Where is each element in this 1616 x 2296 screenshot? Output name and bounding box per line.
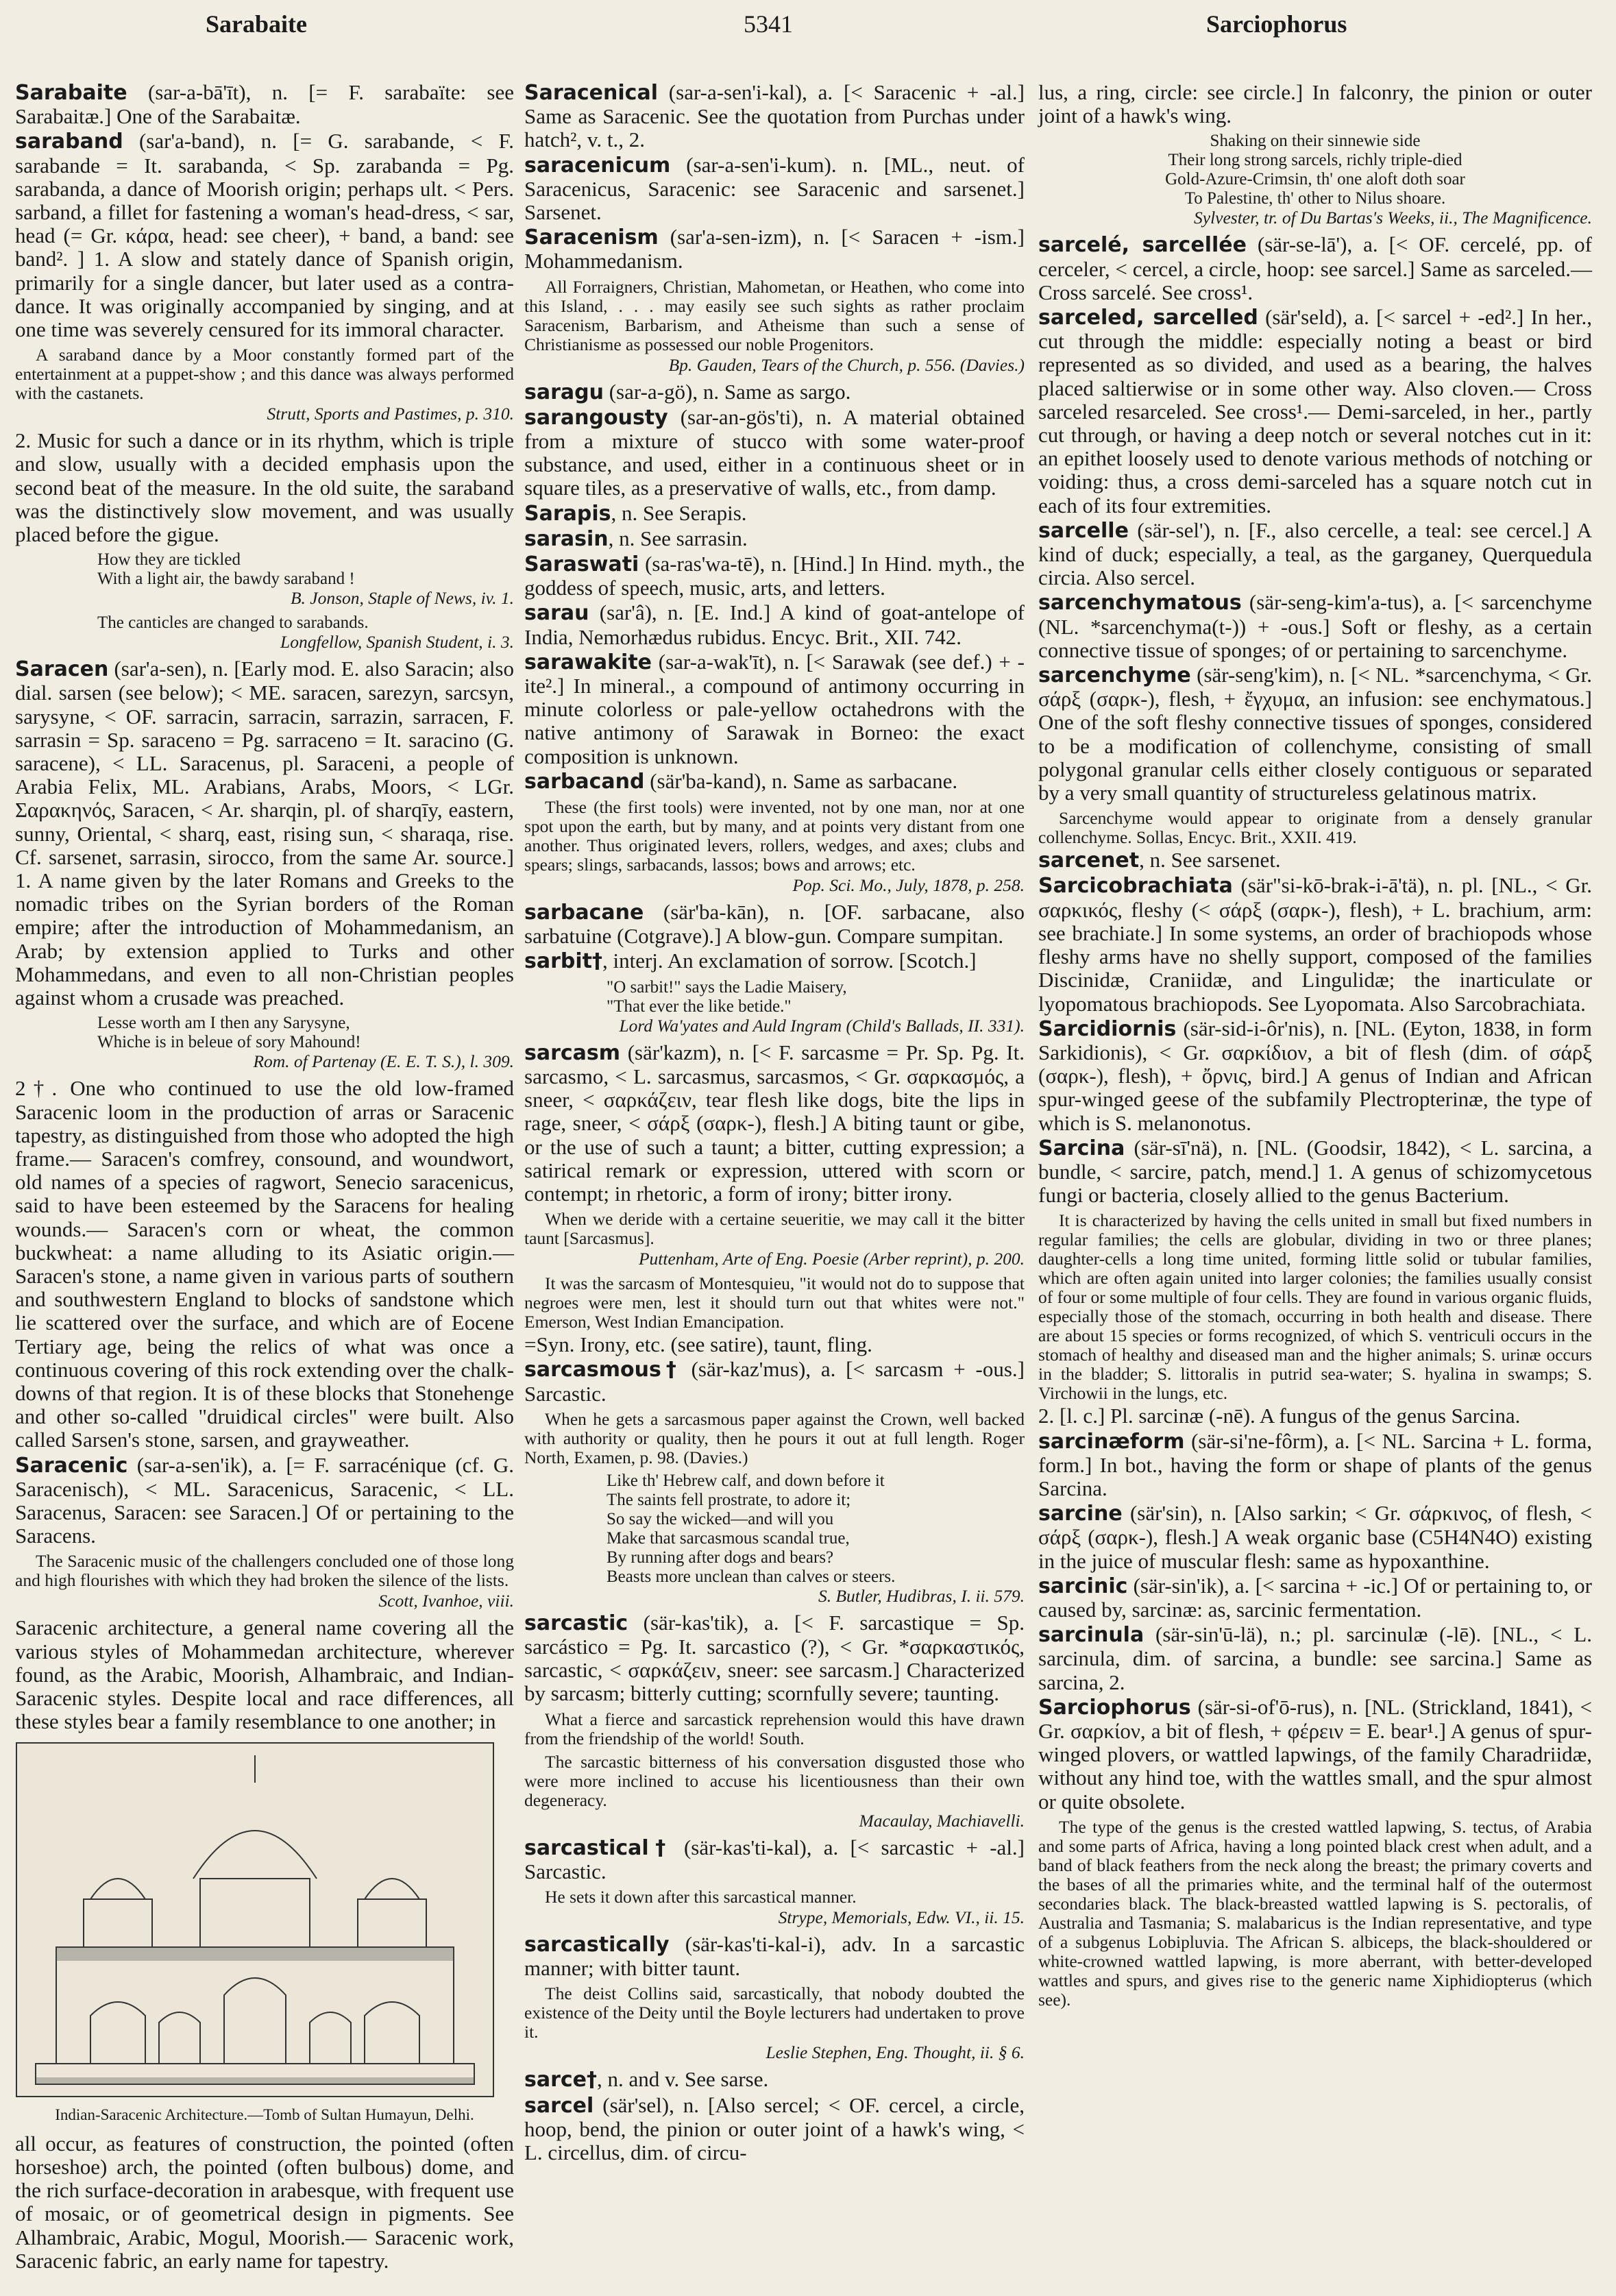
dictionary-entry (1038, 1430, 1592, 1501)
citation-source: Bp. Gauden, Tears of the Church, p. 556. (Davies.) (668, 354, 1025, 375)
citation-quote: Sarcenchyme would appear to originate from a densely granular collenchyme. Sollas, Encyc. Brit., XXII. 419. (1038, 808, 1592, 848)
entry-definition: (sär'kazm), n. [< F. sarcasme = Pr. Sp. Pg. It. sarcasmo, < L. sarcasmus, sarcasmos, < Gr. σαρκασμός, a sneer, < σαρκάζειν, tear flesh like dogs, bite the lips in rage, sneer, < σάρξ (σαρκ-), flesh.] A biting taunt or gibe, or the use of such a taunt; a bitter, cutting expression; a satirical remark or expression, uttered with scorn or contempt; in rhetoric, a form of irony; bitter irony. (524, 1040, 1025, 1206)
entry-definition: , interj. An exclamation of sorrow. [Scotch.] (602, 949, 977, 973)
dictionary-entry (524, 1836, 1025, 1883)
dictionary-entry (1038, 1017, 1592, 1135)
running-head-left: Sarabaite (206, 10, 307, 38)
citation-quote: It is characterized by having the cells united in small but fixed numbers in regular families; the cells are globular, dividing in two or three planes; daughter-cells a long time united, forming little solid or tubular families, which are often again united into larger colonies; the families usually consist of four or some multiple of four cells. They are found in various organic fluids, especially those of the stomach, occurring in both health and disease. There are about 15 species or forms recognized, of which S. ventriculi occurs in the stomach of healthy and diseased man and the higher animals; S. urinæ occurs in the bladder; S. littoralis in putrid sea-water; S. hyalina in swamps; S. Virchowii in the lungs, etc. (1038, 1210, 1592, 1404)
entry-definition: (sär'sel), n. [Also sercel; < OF. cercel, a circle, hoop, bend, the pinion or outer joint of a hawk's wing, < L. circellus, dim. of circu- (524, 2092, 1025, 2164)
entry-headword: sarcastic (524, 1611, 628, 1635)
entry-headword: Sarcidiornis (1038, 1016, 1177, 1041)
entry-definition: , n. See Serapis. (611, 500, 747, 525)
entry-definition: (sär-sid-i-ôr'nis), n. [NL. (Eyton, 1838, in form Sarkidionis), < Gr. σαρκίδιον, a bit of flesh (dim. of σάρξ (σαρκ-), flesh), + ὄρνις, bird.] A genus of Indian and African spur-winged geese of the subfamily Plectropterinæ, the type of which is S. melanonotus. (1038, 1016, 1592, 1135)
dictionary-entry (1038, 663, 1592, 805)
entry-headword: Sarabaite (15, 81, 127, 105)
entry-definition: (sär-sel'), n. [F., also cercelle, a teal: see cercel.] A kind of duck; especially, a teal, as the garganey, Querquedula circia. Also sercel. (1038, 517, 1592, 590)
entry-definition: (sär-seng'kim), n. [< NL. *sarcenchyma, < Gr. σάρξ (σαρκ-), flesh, + ἔγχυμα, an infusion: see enchymatous.] One of the soft fleshy connective tissues of sponges, considered to be a modification of collenchyme, consisting of small polygonal granular cells either closely contiguous or separated by a very small quantity of structureless gelatinous matrix. (1038, 663, 1592, 805)
entry-definition: (sar-an-gös'ti), n. A material obtained from a mixture of stucco with some water-proof substance, and used, either in a continuous sheet or in square tiles, as a preservative of walls, etc., from damp. (524, 404, 1025, 500)
citation-source: Strype, Memorials, Edw. VI., ii. 15. (778, 1907, 1025, 1927)
entry-headword: sarcinic (1038, 1574, 1128, 1598)
entry-text: all occur, as features of construction, the pointed (often horseshoe) arch, the pointed (often bulbous) dome, and the rich surface-decoration in arabesque, with frequent use of mosaic, or of geometrical design in pigments. See Alhambraic, Arabic, Mogul, Moorish.— Saracenic work, Saracenic fabric, an early name for tapestry. (15, 2131, 514, 2273)
dictionary-entry (524, 154, 1025, 225)
entry-headword: Sarcicobrachiata (1038, 874, 1233, 899)
dictionary-entry (524, 2068, 1025, 2092)
tomb-illustration (15, 1742, 495, 2098)
entry-headword: sarcasm (524, 1040, 621, 1065)
dictionary-entry (1038, 233, 1592, 304)
dictionary-entry (524, 2094, 1025, 2165)
entry-definition: (sar-a-sen'i-kal), a. [< Saracenic + -al.] Same as Saracenic. See the quotation from Purchas under hatch², v. t., 2. (524, 80, 1025, 152)
citation-quote: When he gets a sarcasmous paper against the Crown, well backed with authority or quality, then he pours it out at full length. Roger North, Examen, p. 98. (Davies.) (524, 1408, 1025, 1467)
column-left (15, 81, 514, 2274)
column-right (1038, 81, 1592, 2011)
verse-quote: Lesse worth am I then any Sarysyne, Whiche is in beleue of sory Mahound! (97, 1014, 361, 1052)
entry-headword: sarcel (524, 2093, 594, 2118)
dictionary-entry (1038, 591, 1592, 662)
citation-source: Rom. of Partenay (E. E. T. S.), l. 309. (253, 1051, 514, 1072)
entry-definition: (sär'ba-kān), n. [OF. sarbacane, also sarbatuine (Cotgrave).] A blow-gun. Compare sumpitan. (524, 900, 1025, 949)
entry-definition: (sär-kas'tik), a. [< F. sarcastique = Sp. sarcástico = Pg. It. sarcastico (?), < Gr. *σαρκαστικός, sarcastic, < σαρκάζειν, sneer: see sarcasm.] Characterized by sarcasm; bitterly cutting; scornfully severe; taunting. (524, 1610, 1025, 1706)
entry-headword: Saracen (15, 657, 109, 682)
dictionary-entry (524, 1611, 1025, 1706)
dictionary-entry (15, 81, 514, 128)
entry-definition: (sär-sin'ik), a. [< sarcina + -ic.] Of or pertaining to, or caused by, sarcinæ: as, sarcinic fermentation. (1038, 1573, 1592, 1622)
dictionary-entry (524, 502, 1025, 526)
entry-headword: Sarcina (1038, 1136, 1125, 1160)
dictionary-entry (1038, 306, 1592, 517)
citation-quote: It was the sarcasm of Montesquieu, "it would not do to suppose that negroes were men, lest it should turn out that whites were not." Emerson, West Indian Emancipation. (524, 1273, 1025, 1332)
citation-quote: The type of the genus is the crested wattled lapwing, S. tectus, of Arabia and some parts of Africa, having a long pointed black crest when adult, and a band of black feathers from the neck along the breast; the primary coverts and the bases of all the primaries white, and the terminal half of the outermost secondaries black. The black-breasted wattled lapwing is S. pectoralis, of Australia and Tasmania; S. malabaricus is the Indian representative, and type of a subgenus Lobipluvia. The African S. albiceps, the black-shouldered or white-crowned wattled lapwing, is more aberrant, with better-developed wattles and spurs, and gives rise to the generic name Xiphidiopterus (which see). (1038, 1816, 1592, 2010)
dictionary-entry (1038, 519, 1592, 590)
entry-headword: sarasin (524, 526, 609, 551)
entry-definition: , n. and v. See sarse. (597, 2067, 769, 2092)
citation-quote: A saraband dance by a Moor constantly formed part of the entertainment at a puppet-show ; and this dance was always performed with the castanets. (15, 345, 514, 404)
dictionary-entry (1038, 1623, 1592, 1694)
entry-definition: (sar-a-gö), n. Same as sargo. (603, 379, 851, 404)
entry-headword: Sarciophorus (1038, 1695, 1191, 1720)
dictionary-entry (524, 601, 1025, 648)
entry-definition: (sär'seld), a. [< sarcel + -ed².] In her., cut through the middle: especially noting a beast or bird represented as so divided, and used as a bearing, the halves placed saltierwise or in some other way. Also cloven.— Cross sarceled resarceled. See cross¹.— Demi-sarceled, in her., partly cut through, or having a deep notch or several notches cut in it: an epithet loosely used to denote various methods of notching or voiding: thus, a cross demi-sarceled has a square notch cut in each of its four extremities. (1038, 305, 1592, 517)
dictionary-entry (524, 770, 1025, 794)
citation-quote: When we deride with a certaine seueritie, we may call it the bitter taunt [Sarcasmus]. (524, 1209, 1025, 1249)
entry-definition: (sär-si-of'ō-rus), n. [NL. (Strickland, 1841), < Gr. σαρκίον, a bit of flesh, + φέρειν = E. bear¹.] A genus of spur-winged plovers, or wattled lapwings, of the family Charadriidæ, without any hind toe, with the wattles small, and the spur almost or quite obsolete. (1038, 1694, 1592, 1813)
entry-headword: sarcenchyme (1038, 663, 1191, 688)
dictionary-entry (524, 380, 1025, 404)
entry-text: 2. Music for such a dance or in its rhythm, which is triple and slow, usually with a decided emphasis upon the second beat of the measure. In the old suite, the saraband was the distinctively slow movement, and was usually placed before the gigue. (15, 428, 514, 547)
dictionary-entry (1038, 874, 1592, 1015)
entry-definition: (sär"si-kō-brak-i-ā'tä), n. pl. [NL., < Gr. σαρκικός, fleshy (< σάρξ (σαρκ-), flesh), + L. brachium, arm: see brachiate.] In some systems, an order of brachiopods whose fleshy arms have no shelly support, composed of the families Discinidæ, Craniidæ, and Lingulidæ; the inarticulate or lyopomatous brachiopods. See Lyopomata. Also Sarcobrachiata. (1038, 873, 1592, 1016)
entry-definition: (sär-sin'ū-lä), n.; pl. sarcinulæ (-lē). [NL., < L. sarcinula, dim. of sarcina, a bundle: see sarcina.] Same as sarcina, 2. (1038, 1622, 1592, 1694)
entry-text: Saracenic architecture, a general name covering all the various styles of Mohammedan architecture, wherever found, as the Arabic, Moorish, Alhambraic, and Indian-Saracenic styles. Despite local and race differences, all these styles bear a family resemblance to one another; in (15, 1615, 514, 1734)
dictionary-entry (1038, 848, 1592, 872)
entry-headword: sarau (524, 601, 589, 626)
entry-headword: sarce† (524, 2068, 598, 2092)
citation-source: Leslie Stephen, Eng. Thought, ii. § 6. (766, 2042, 1025, 2063)
citation-source: Puttenham, Arte of Eng. Poesie (Arber reprint), p. 200. (638, 1249, 1025, 1269)
citation-quote: The Saracenic music of the challengers concluded one of those long and high flourishes with which they had broken the silence of the lists. (15, 1551, 514, 1591)
entry-headword: saraband (15, 130, 123, 154)
entry-headword: Saraswati (524, 552, 639, 577)
entry-headword: Saracenism (524, 225, 659, 250)
entry-definition: (sar'a-sen), n. [Early mod. E. also Saracin; also dial. sarsen (see below); < ME. saracen, sarezyn, sarcsyn, sarysyne, < OF. sarracin, sarracin, sarrazin, sarracen, F. sarrasin = Sp. saraceno = Pg. sarraceno = It. saracino (G. saracene), < LL. Saracenus, pl. Saraceni, a people of Arabia Felix, ML. Arabians, Arabs, Moors, < LGr. Σαρακηνός, Saracen, < Ar. sharqin, pl. of sharqīy, eastern, sunny, Oriental, < sharq, east, rising sun, < sharaqa, rise. Cf. sarsenet, sarrasin, sirocco, from the same Ar. source.] 1. A name given by the later Romans and Greeks to the nomadic tribes on the Syrian borders of the Roman empire; after the introduction of Mohammedanism, an Arab; by extension applied to Turks and other Mohammedans, and even to all non-Christian peoples against whom a crusade was preached. (15, 657, 514, 1010)
entry-headword: sarcenchymatous (1038, 591, 1242, 615)
entry-headword: Saracenic (15, 1453, 128, 1478)
dictionary-entry (524, 225, 1025, 273)
dictionary-entry (524, 1358, 1025, 1405)
entry-headword: sarcine (1038, 1502, 1123, 1526)
citation-source: B. Jonson, Staple of News, iv. 1. (290, 588, 514, 609)
entry-definition: (sär-kas'ti-kal-i), adv. In a sarcastic manner; with bitter taunt. (524, 1931, 1025, 1981)
dictionary-entry (1038, 1574, 1592, 1622)
entry-definition: (sär'sin), n. [Also sarkin; < Gr. σάρκινος, of flesh, < σάρξ (σαρκ-), flesh.] A weak organic base (C5H4N4O) existing in the juice of muscular flesh: same as hypoxanthine. (1038, 1501, 1592, 1573)
figure-caption: Indian-Saracenic Architecture.—Tomb of Sultan Humayun, Delhi. (55, 2105, 474, 2123)
citation-source: S. Butler, Hudibras, I. ii. 579. (818, 1585, 1025, 1606)
dictionary-entry (524, 1041, 1025, 1206)
citation-quote: All Forraigners, Christian, Mahometan, or Heathen, who come into this Island, . . . may easily see such sights as rather proclaim Saracenism, Barbarism, and Atheisme than such a sense of Christianisme as possessed our noble Progenitors. (524, 276, 1025, 354)
dictionary-entry (524, 650, 1025, 768)
dictionary-entry (524, 527, 1025, 551)
entry-headword: sarcinæform (1038, 1429, 1185, 1454)
entry-definition: , n. See sarrasin. (608, 526, 748, 550)
entry-definition: (sär-sī'nä), n. [NL. (Goodsir, 1842), < L. sarcina, a bundle, < sarcire, patch, mend.] 1. A genus of schizomycetous fungi or bacteria, closely allied to the genus Bacterium. (1038, 1135, 1592, 1208)
entry-definition: (sar-a-wak'īt), n. [< Sarawak (see def.) + -ite².] In mineral., a compound of antimony occurring in minute colorless or pale-yellow octahedrons with the native antimony of Sarawak in Borneo: the exact composition is unknown. (524, 649, 1025, 768)
column-middle (524, 81, 1025, 2166)
entry-definition: (sär-si'ne-fôrm), a. [< NL. Sarcina + L. forma, form.] In bot., having the form or shape of plants of the genus Sarcina. (1038, 1428, 1592, 1500)
dictionary-entry (15, 1454, 514, 1548)
entry-headword: sarcinula (1038, 1623, 1144, 1648)
entry-definition: , n. See sarsenet. (1139, 848, 1281, 872)
citation-source: Strutt, Sports and Pastimes, p. 310. (267, 404, 514, 424)
entry-definition: (sär-kaz'mus), a. [< sarcasm + -ous.] Sarcastic. (524, 1357, 1025, 1406)
entry-headword: sarbacand (524, 769, 645, 794)
citation-source: Lord Wa'yates and Auld Ingram (Child's Ballads, II. 331). (619, 1015, 1025, 1036)
page-number: 5341 (744, 10, 793, 38)
entry-headword: Sarapis (524, 501, 611, 526)
entry-headword: sarcelé, sarcellée (1038, 233, 1247, 258)
entry-headword: Saracenical (524, 81, 658, 105)
running-head-right: Sarciophorus (1206, 10, 1347, 38)
entry-definition: (sär-se-lā'), a. [< OF. cercelé, pp. of cerceler, < cercel, a circle, hoop: see sarcel.] Same as sarceled.— Cross sarcelé. See cross¹. (1038, 232, 1592, 304)
citation-source: Macaulay, Machiavelli. (859, 1810, 1025, 1831)
entry-definition: (sar'â), n. [E. Ind.] A kind of goat-antelope of India, Nemorhædus rubidus. Encyc. Brit., XII. 742. (524, 600, 1025, 649)
dictionary-entry (524, 949, 1025, 973)
dictionary-entry (1038, 1696, 1592, 1813)
entry-headword: sarcastical† (524, 1835, 672, 1860)
entry-definition: (sar-a-sen'i-kum). n. [ML., neut. of Saracenicus, Saracenic: see Saracenic and sarsenet.] Sarsenet. (524, 152, 1025, 225)
entry-text: 2†. One who continued to use the old low-framed Saracenic loom in the production of arras or Saracenic tapestry, as distinguished from those who adopted the high frame.— Saracen's comfrey, consound, and woundwort, old names of a species of ragwort, Senecio saracenicus, said to have been esteemed by the Saracens for healing wounds.— Saracen's corn or wheat, the common buckwheat: a name alluding to its Asiatic origin.— Saracen's stone, a name given in various parts of southern and southwestern England to blocks of sandstone which lie scattered over the surface, and which are of Eocene Tertiary age, being the relics of what was once a continuous covering of this rock extending over the chalk-downs of that region. It is of these blocks that Stonehenge and other so-called "druidical circles" were built. Also called Sarsen's stone, sarsen, and grayweather. (15, 1076, 514, 1452)
dictionary-entry (15, 657, 514, 1010)
entry-definition: (sar'a-sen-izm), n. [< Saracen + -ism.] Mohammedanism. (524, 225, 1025, 273)
citation-quote: What a fierce and sarcastick reprehension would this have drawn from the friendship of the world! South. (524, 1709, 1025, 1748)
dictionary-entry (1038, 1136, 1592, 1208)
entry-headword: sarcasmous† (524, 1358, 681, 1382)
citation-source: Longfellow, Spanish Student, i. 3. (280, 632, 514, 652)
entry-headword: sarangousty (524, 405, 668, 430)
dictionary-entry (524, 552, 1025, 600)
dictionary-entry (524, 406, 1025, 500)
verse-quote: "O sarbit!" says the Ladie Maisery, "That ever the like betide." (607, 977, 847, 1016)
entry-headword: sarceled, sarcelled (1038, 306, 1258, 330)
entry-headword: sarawakite (524, 650, 652, 674)
verse-quote: Like th' Hebrew calf, and down before it The saints fell prostrate, to adore it; So say the wicked—and will you Make that sarcasmous scandal true, By running after dogs and bears? Beasts more unclean than calves or steers. (607, 1471, 896, 1586)
verse-quote: Shaking on their sinnewie side Their long strong sarcels, richly triple-died Gold-Azure-Crimsin, th' one aloft doth soar To Palestine, th' other to Nilus shoare. (1165, 132, 1465, 208)
entry-text: =Syn. Irony, etc. (see satire), taunt, fling. (524, 1332, 872, 1357)
citation-quote: The deist Collins said, sarcastically, that nobody doubted the existence of the Deity until the Boyle lecturers had undertaken to prove it. (524, 1983, 1025, 2042)
entry-headword: sarbit† (524, 949, 602, 974)
citation-quote: These (the first tools) were invented, not by one man, nor at one spot upon the earth, but by many, and at points very distant from one another. Thus originated levers, rollers, wedges, and axes; clubs and spears; slings, sarbacands, lassos; bows and arrows; etc. (524, 797, 1025, 875)
citation-source: Sylvester, tr. of Du Bartas's Weeks, ii., The Magnificence. (1194, 208, 1592, 228)
entry-headword: sarbacane (524, 901, 644, 925)
entry-definition: (sar'a-band), n. [= G. sarabande, < F. sarabande = It. sarabanda, < Sp. zarabanda = Pg. sarabanda, a dance of Moorish origin; perhaps ult. < Pers. sarband, a fillet for fastening a woman's head-dress, < sar, head (= Gr. κάρα, head: see cheer), + band, a band: see band². ] 1. A slow and stately dance of Spanish origin, primarily for a single dancer, but later used as a contra-dance. It was originally accompanied by singing, and at one time was severely censured for its immoral character. (15, 129, 514, 342)
entry-headword: sarcenet (1038, 848, 1140, 873)
entry-definition: (sar-a-bā'īt), n. [= F. sarabaïte: see Sarabaitæ.] One of the Sarabaitæ. (15, 80, 514, 129)
citation-quote: The sarcastic bitterness of his conversation disgusted those who were more inclined to accuse his licentiousness than their own degeneracy. (524, 1751, 1025, 1810)
entry-headword: saragu (524, 380, 604, 404)
dictionary-entry (15, 130, 514, 341)
verse-quote: The canticles are changed to sarabands. (97, 613, 369, 633)
entry-text: 2. [l. c.] Pl. sarcinæ (-nē). A fungus of the genus Sarcina. (1038, 1404, 1521, 1428)
dictionary-entry (1038, 1502, 1592, 1573)
dictionary-entry (524, 901, 1025, 948)
entry-definition: (sär-kas'ti-kal), a. [< sarcastic + -al.] Sarcastic. (524, 1835, 1025, 1883)
entry-definition: (sär-seng-kim'a-tus), a. [< sarcenchyme (NL. *sarcenchyma(t-)) + -ous.] Soft or fleshy, as a certain connective tissue of sponges; of or pertaining to sarcenchyme. (1038, 590, 1592, 662)
dictionary-entry (524, 1933, 1025, 1980)
dictionary-entry (524, 81, 1025, 152)
entry-headword: saracenicum (524, 153, 671, 178)
entry-definition: (sa-ras'wa-tē), n. [Hind.] In Hind. myth., the goddess of speech, music, arts, and letters. (524, 552, 1025, 600)
entry-headword: sarcelle (1038, 518, 1129, 543)
entry-headword: sarcastically (524, 1932, 670, 1957)
entry-definition: (sar-a-sen'ik), a. [= F. sarracénique (cf. G. Saracenisch), < ML. Saracenicus, Saracenic, < LL. Saracenus, Saracen: see Saracen.] Of or pertaining to the Saracens. (15, 1452, 514, 1548)
citation-source: Scott, Ivanhoe, viii. (378, 1591, 514, 1611)
entry-definition: (sär'ba-kand), n. Same as sarbacane. (644, 768, 958, 793)
verse-quote: How they are tickled With a light air, the bawdy saraband ! (97, 550, 355, 589)
figure-tomb-humayun (15, 1742, 514, 2126)
citation-source: Pop. Sci. Mo., July, 1878, p. 258. (792, 875, 1025, 896)
citation-quote: He sets it down after this sarcastical manner. (545, 1886, 857, 1907)
entry-text: lus, a ring, circle: see circle.] In falconry, the pinion or outer joint of a hawk's wing. (1038, 80, 1592, 128)
